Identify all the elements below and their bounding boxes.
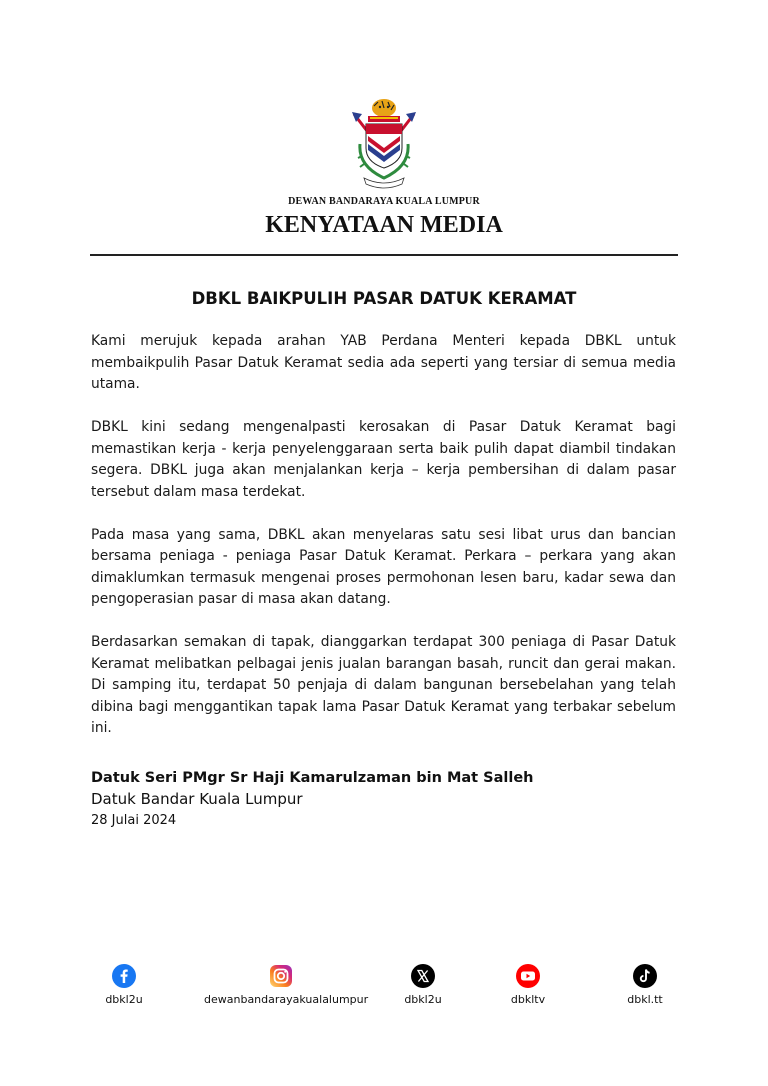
signatory-name: Datuk Seri PMgr Sr Haji Kamarulzaman bin Mat Salleh bbox=[91, 770, 534, 786]
document-type-heading: KENYATAAN MEDIA bbox=[265, 212, 503, 238]
paragraph: Pada masa yang sama, DBKL akan menyelaras satu sesi libat urus dan bancian bersama peniaga - peniaga Pasar Datuk Keramat. Perkara – perkara yang akan dimaklumkan termasuk mengenai proses permohonan lesen baru, kadar sewa dan pengoperasian pasar di masa akan datang. bbox=[91, 526, 676, 607]
social-handle: dbkl2u bbox=[404, 993, 442, 1006]
youtube-icon bbox=[516, 964, 540, 988]
social-facebook[interactable] bbox=[94, 964, 154, 1014]
paragraph: Kami merujuk kepada arahan YAB Perdana Menteri kepada DBKL untuk membaikpulih Pasar Datuk Keramat sedia ada seperti yang tersiar di semua media utama. bbox=[91, 333, 676, 392]
x-icon bbox=[411, 964, 435, 988]
social-tiktok[interactable] bbox=[615, 964, 675, 1014]
statement-title: DBKL BAIKPULIH PASAR DATUK KERAMAT bbox=[191, 289, 577, 308]
tiktok-icon bbox=[633, 964, 657, 988]
organization-name: DEWAN BANDARAYA KUALA LUMPUR bbox=[288, 196, 480, 207]
paragraph: DBKL kini sedang mengenalpasti kerosakan di Pasar Datuk Keramat bagi memastikan kerja - kerja penyelenggaraan serta baik pulih dapat diambil tindakan segera. DBKL juga akan menjalankan kerja – kerja pembersihan di dalam pasar tersebut dalam masa terdekat. bbox=[91, 419, 676, 500]
paragraph: Berdasarkan semakan di tapak, dianggarkan terdapat 300 peniaga di Pasar Datuk Keramat melibatkan pelbagai jenis jualan barangan basah, runcit dan gerai makan. Di samping itu, terdapat 50 penjaja di dalam bangunan bersebelahan yang telah dibina bagi menggantikan tapak lama Pasar Datuk Keramat yang terbakar sebelum ini. bbox=[91, 634, 676, 736]
social-handle: dbkl2u bbox=[105, 993, 143, 1006]
dbkl-crest-logo bbox=[344, 96, 424, 192]
social-youtube[interactable] bbox=[498, 964, 558, 1014]
social-x[interactable] bbox=[393, 964, 453, 1014]
social-instagram[interactable] bbox=[204, 964, 369, 1014]
facebook-icon bbox=[112, 964, 136, 988]
statement-date: 28 Julai 2024 bbox=[91, 813, 177, 828]
signatory-position: Datuk Bandar Kuala Lumpur bbox=[91, 790, 303, 808]
header-divider bbox=[90, 254, 678, 256]
social-handle: dewanbandarayakualalumpur bbox=[204, 993, 369, 1006]
signature-block bbox=[91, 767, 533, 831]
instagram-icon bbox=[269, 964, 293, 988]
social-handle: dbkl.tt bbox=[627, 993, 663, 1006]
statement-body bbox=[91, 331, 676, 761]
social-handle: dbkltv bbox=[510, 993, 546, 1006]
